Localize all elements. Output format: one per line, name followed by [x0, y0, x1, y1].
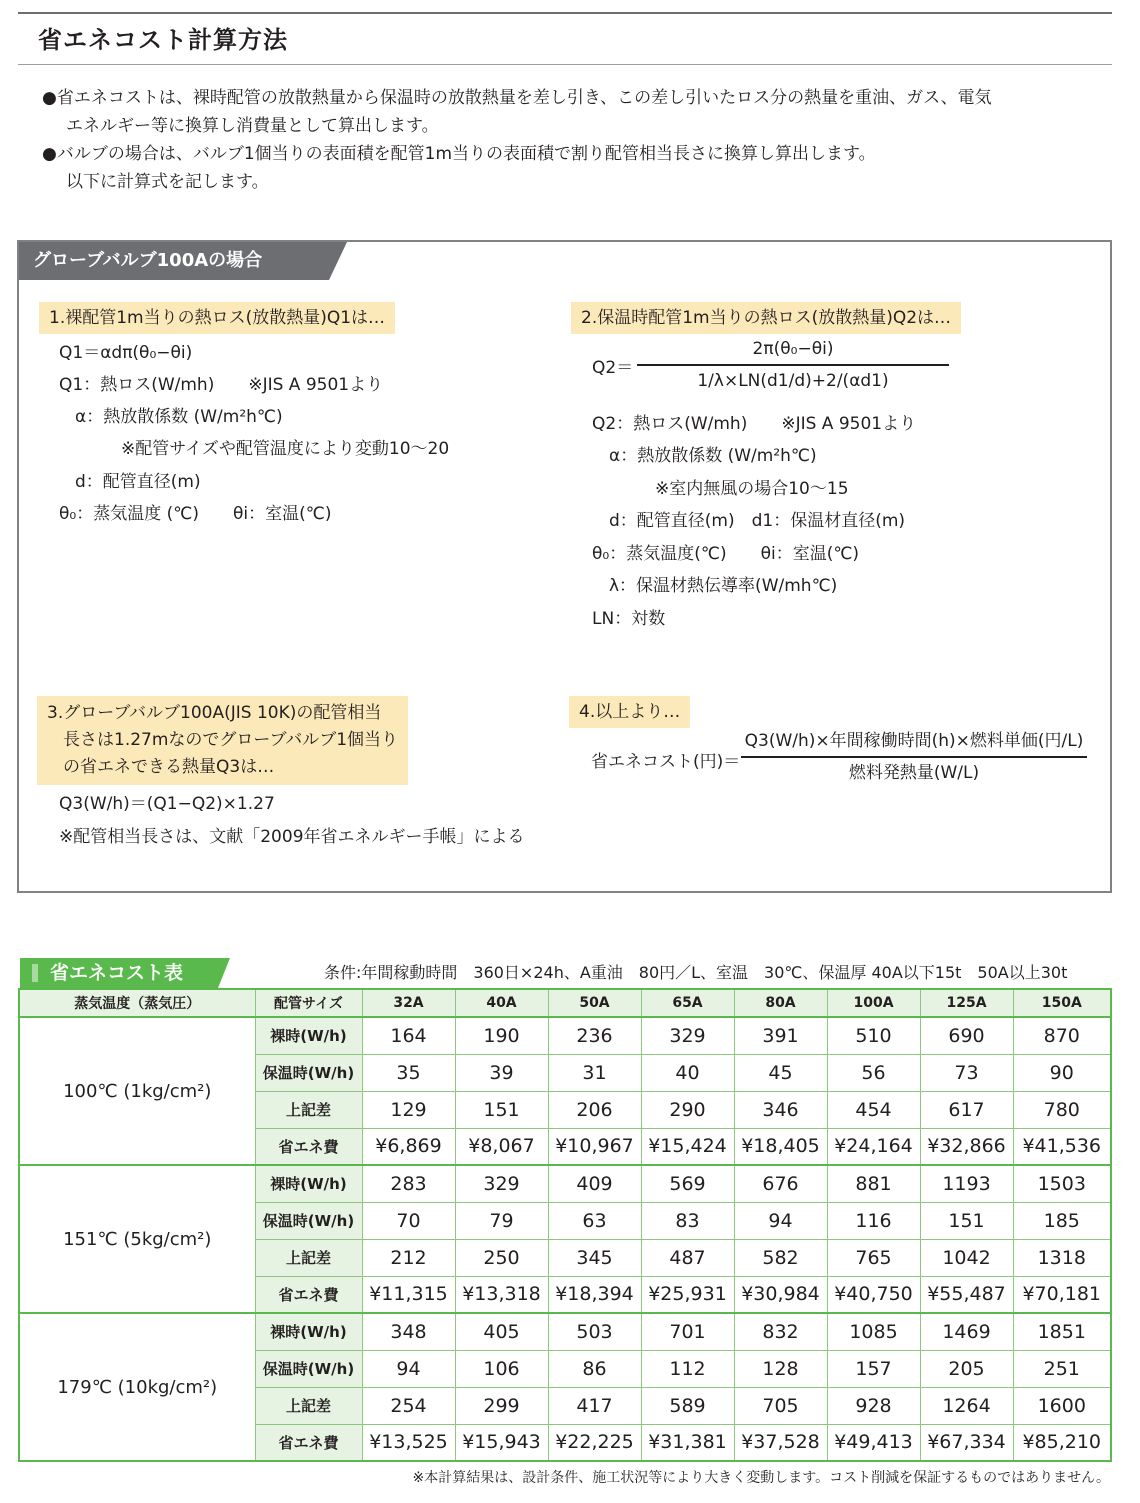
- value-cell: 329: [641, 1017, 734, 1054]
- value-cell: 129: [362, 1091, 455, 1128]
- value-cell: ¥85,210: [1013, 1424, 1111, 1461]
- row-label-cell: 省エネ費: [255, 1128, 362, 1165]
- step-1-d-def: d：配管直径(m): [75, 472, 201, 492]
- step-1-alpha-note: ※配管サイズや配管温度により変動10〜20: [121, 439, 450, 459]
- value-cell: 128: [734, 1350, 827, 1387]
- value-cell: 63: [548, 1202, 641, 1239]
- value-cell: 83: [641, 1202, 734, 1239]
- value-cell: 454: [827, 1091, 920, 1128]
- box-tab-label: グローブバルブ100Aの場合: [19, 242, 329, 280]
- step-2-ln-def: LN：対数: [592, 609, 666, 629]
- value-cell: 582: [734, 1239, 827, 1276]
- header-cell: 80A: [734, 989, 827, 1017]
- header-cell: 蒸気温度（蒸気圧）: [19, 989, 255, 1017]
- value-cell: 40: [641, 1054, 734, 1091]
- value-cell: 1193: [920, 1165, 1013, 1202]
- value-cell: 870: [1013, 1017, 1111, 1054]
- value-cell: 1503: [1013, 1165, 1111, 1202]
- value-cell: 185: [1013, 1202, 1111, 1239]
- value-cell: ¥24,164: [827, 1128, 920, 1165]
- value-cell: 690: [920, 1017, 1013, 1054]
- step-2-q2-def: Q2：熱ロス(W/mh) ※JIS A 9501より: [592, 414, 917, 434]
- value-cell: 409: [548, 1165, 641, 1202]
- step-1-heading: 1.裸配管1m当りの熱ロス(放散熱量)Q1は…: [39, 302, 395, 334]
- value-cell: 510: [827, 1017, 920, 1054]
- page-title: 省エネコスト計算方法: [38, 26, 288, 54]
- value-cell: 106: [455, 1350, 548, 1387]
- title-rule: [18, 64, 1112, 65]
- step-3-heading: [37, 696, 408, 785]
- table-header-row: [19, 989, 1111, 1017]
- value-cell: 1600: [1013, 1387, 1111, 1424]
- row-label-cell: 保温時(W/h): [255, 1202, 362, 1239]
- value-cell: 86: [548, 1350, 641, 1387]
- value-cell: 569: [641, 1165, 734, 1202]
- value-cell: 31: [548, 1054, 641, 1091]
- step-3-heading-line-2: 長さは1.27mなのでグローブバルブ1個当り: [63, 730, 399, 750]
- value-cell: 487: [641, 1239, 734, 1276]
- step-3-heading-line-3: の省エネできる熱量Q3は…: [63, 757, 275, 777]
- value-cell: 205: [920, 1350, 1013, 1387]
- step-3-heading-line-1: 3.グローブバルブ100A(JIS 10K)の配管相当: [47, 703, 382, 723]
- value-cell: 56: [827, 1054, 920, 1091]
- value-cell: 676: [734, 1165, 827, 1202]
- steam-temperature-cell: 151℃ (5kg/cm²): [19, 1165, 255, 1313]
- value-cell: 1318: [1013, 1239, 1111, 1276]
- value-cell: 164: [362, 1017, 455, 1054]
- row-label-cell: 上記差: [255, 1387, 362, 1424]
- step-3-note: ※配管相当長さは、文献「2009年省エネルギー手帳」による: [59, 827, 525, 847]
- header-cell: 150A: [1013, 989, 1111, 1017]
- value-cell: 503: [548, 1313, 641, 1350]
- value-cell: 73: [920, 1054, 1013, 1091]
- fraction-bar: [741, 756, 1087, 758]
- value-cell: 250: [455, 1239, 548, 1276]
- header-cell: 100A: [827, 989, 920, 1017]
- value-cell: 1042: [920, 1239, 1013, 1276]
- step-2-alpha-def: α：熱放散係数 (W/m²h℃): [609, 446, 817, 466]
- header-cell: 32A: [362, 989, 455, 1017]
- table-tab-label: 省エネコスト表: [20, 958, 218, 988]
- value-cell: 290: [641, 1091, 734, 1128]
- value-cell: 236: [548, 1017, 641, 1054]
- step-1-q1-def: Q1：熱ロス(W/mh) ※JIS A 9501より: [59, 375, 384, 395]
- value-cell: 251: [1013, 1350, 1111, 1387]
- value-cell: 1085: [827, 1313, 920, 1350]
- value-cell: ¥25,931: [641, 1276, 734, 1313]
- value-cell: ¥8,067: [455, 1128, 548, 1165]
- step-4-denominator: 燃料発熱量(W/L): [848, 762, 980, 783]
- fraction-bar: [637, 364, 949, 366]
- value-cell: 405: [455, 1313, 548, 1350]
- value-cell: 90: [1013, 1054, 1111, 1091]
- value-cell: ¥30,984: [734, 1276, 827, 1313]
- intro-line-4: 以下に計算式を記します。: [66, 172, 269, 192]
- value-cell: 589: [641, 1387, 734, 1424]
- value-cell: ¥22,225: [548, 1424, 641, 1461]
- step-3-formula: Q3(W/h)＝(Q1−Q2)×1.27: [59, 794, 275, 814]
- value-cell: 35: [362, 1054, 455, 1091]
- energy-cost-table: [18, 988, 1112, 1462]
- value-cell: 391: [734, 1017, 827, 1054]
- value-cell: 45: [734, 1054, 827, 1091]
- table-row: [19, 1313, 1111, 1350]
- top-rule: [18, 12, 1112, 14]
- table-row: [19, 1017, 1111, 1054]
- steam-temperature-cell: 100℃ (1kg/cm²): [19, 1017, 255, 1165]
- value-cell: ¥11,315: [362, 1276, 455, 1313]
- value-cell: 345: [548, 1239, 641, 1276]
- step-1-theta-def: θ₀：蒸気温度 (℃) θi：室温(℃): [59, 504, 332, 524]
- value-cell: 1469: [920, 1313, 1013, 1350]
- step-2-lambda-def: λ：保温材熱伝導率(W/mh℃): [609, 576, 838, 596]
- value-cell: 70: [362, 1202, 455, 1239]
- value-cell: ¥70,181: [1013, 1276, 1111, 1313]
- row-label-cell: 裸時(W/h): [255, 1017, 362, 1054]
- value-cell: 157: [827, 1350, 920, 1387]
- step-2-d-def: d：配管直径(m) d1：保温材直径(m): [609, 511, 906, 531]
- calculation-box: [17, 240, 1112, 893]
- value-cell: 190: [455, 1017, 548, 1054]
- value-cell: ¥13,525: [362, 1424, 455, 1461]
- row-label-cell: 上記差: [255, 1091, 362, 1128]
- value-cell: 212: [362, 1239, 455, 1276]
- step-4-fraction: [741, 728, 1087, 786]
- value-cell: ¥15,943: [455, 1424, 548, 1461]
- value-cell: 116: [827, 1202, 920, 1239]
- footnote: ※本計算結果は、設計条件、施工状況等により大きく変動します。コスト削減を保証するものではありません。: [412, 1470, 1110, 1486]
- value-cell: ¥55,487: [920, 1276, 1013, 1313]
- step-4-numerator: Q3(W/h)×年間稼働時間(h)×燃料単価(円/L): [744, 731, 1084, 751]
- step-1-alpha-def: α：熱放散係数 (W/m²h℃): [75, 407, 283, 427]
- intro-line-1: ●省エネコストは、裸時配管の放散熱量から保温時の放散熱量を差し引き、この差し引いたロス分の熱量を重油、ガス、電気: [42, 88, 992, 108]
- row-label-cell: 保温時(W/h): [255, 1350, 362, 1387]
- value-cell: ¥18,405: [734, 1128, 827, 1165]
- row-label-cell: 裸時(W/h): [255, 1165, 362, 1202]
- value-cell: 206: [548, 1091, 641, 1128]
- row-label-cell: 省エネ費: [255, 1276, 362, 1313]
- value-cell: ¥40,750: [827, 1276, 920, 1313]
- value-cell: 299: [455, 1387, 548, 1424]
- value-cell: 881: [827, 1165, 920, 1202]
- value-cell: 348: [362, 1313, 455, 1350]
- value-cell: 705: [734, 1387, 827, 1424]
- table-row: [19, 1165, 1111, 1202]
- step-2-fraction: [637, 336, 949, 394]
- value-cell: ¥18,394: [548, 1276, 641, 1313]
- step-2-heading: 2.保温時配管1m当りの熱ロス(放散熱量)Q2は…: [571, 302, 961, 334]
- header-cell: 40A: [455, 989, 548, 1017]
- value-cell: ¥67,334: [920, 1424, 1013, 1461]
- value-cell: 417: [548, 1387, 641, 1424]
- value-cell: 701: [641, 1313, 734, 1350]
- intro-line-3: ●バルブの場合は、バルブ1個当りの表面積を配管1m当りの表面積で割り配管相当長さに換算し算出します。: [42, 144, 876, 164]
- value-cell: 254: [362, 1387, 455, 1424]
- value-cell: 780: [1013, 1091, 1111, 1128]
- value-cell: 346: [734, 1091, 827, 1128]
- value-cell: ¥41,536: [1013, 1128, 1111, 1165]
- value-cell: ¥10,967: [548, 1128, 641, 1165]
- step-2-lhs: Q2＝: [592, 358, 634, 378]
- row-label-cell: 省エネ費: [255, 1424, 362, 1461]
- step-4-lhs: 省エネコスト(円)＝: [591, 752, 741, 772]
- step-2-denominator: 1/λ×LN(d1/d)+2/(αd1): [697, 370, 889, 391]
- intro-line-2: エネルギー等に換算し消費量として算出します。: [66, 116, 439, 136]
- intro-text: [42, 84, 1122, 196]
- value-cell: 79: [455, 1202, 548, 1239]
- step-4-heading: 4.以上より…: [569, 696, 690, 728]
- value-cell: 1851: [1013, 1313, 1111, 1350]
- step-2-theta-def: θ₀：蒸気温度(℃) θi：室温(℃): [592, 544, 860, 564]
- value-cell: 1264: [920, 1387, 1013, 1424]
- value-cell: 151: [455, 1091, 548, 1128]
- value-cell: ¥6,869: [362, 1128, 455, 1165]
- value-cell: 329: [455, 1165, 548, 1202]
- step-2-numerator: 2π(θ₀−θi): [752, 339, 834, 359]
- value-cell: ¥31,381: [641, 1424, 734, 1461]
- value-cell: ¥15,424: [641, 1128, 734, 1165]
- steam-temperature-cell: 179℃ (10kg/cm²): [19, 1313, 255, 1461]
- row-label-cell: 保温時(W/h): [255, 1054, 362, 1091]
- value-cell: ¥32,866: [920, 1128, 1013, 1165]
- value-cell: 765: [827, 1239, 920, 1276]
- row-label-cell: 上記差: [255, 1239, 362, 1276]
- value-cell: 832: [734, 1313, 827, 1350]
- table-condition: 条件:年間稼動時間 360日×24h、A重油 80円／L、室温 30℃、保温厚 40A以下15t 50A以上30t: [324, 963, 1068, 982]
- value-cell: 39: [455, 1054, 548, 1091]
- header-cell: 125A: [920, 989, 1013, 1017]
- value-cell: 928: [827, 1387, 920, 1424]
- value-cell: 112: [641, 1350, 734, 1387]
- value-cell: ¥49,413: [827, 1424, 920, 1461]
- value-cell: 94: [362, 1350, 455, 1387]
- header-cell: 50A: [548, 989, 641, 1017]
- value-cell: 283: [362, 1165, 455, 1202]
- row-label-cell: 裸時(W/h): [255, 1313, 362, 1350]
- header-cell: 65A: [641, 989, 734, 1017]
- step-1-formula: Q1＝αdπ(θ₀−θi): [59, 343, 193, 363]
- value-cell: 94: [734, 1202, 827, 1239]
- header-cell: 配管サイズ: [255, 989, 362, 1017]
- value-cell: ¥37,528: [734, 1424, 827, 1461]
- value-cell: 617: [920, 1091, 1013, 1128]
- value-cell: 151: [920, 1202, 1013, 1239]
- step-2-alpha-note: ※室内無風の場合10〜15: [655, 479, 849, 499]
- value-cell: ¥13,318: [455, 1276, 548, 1313]
